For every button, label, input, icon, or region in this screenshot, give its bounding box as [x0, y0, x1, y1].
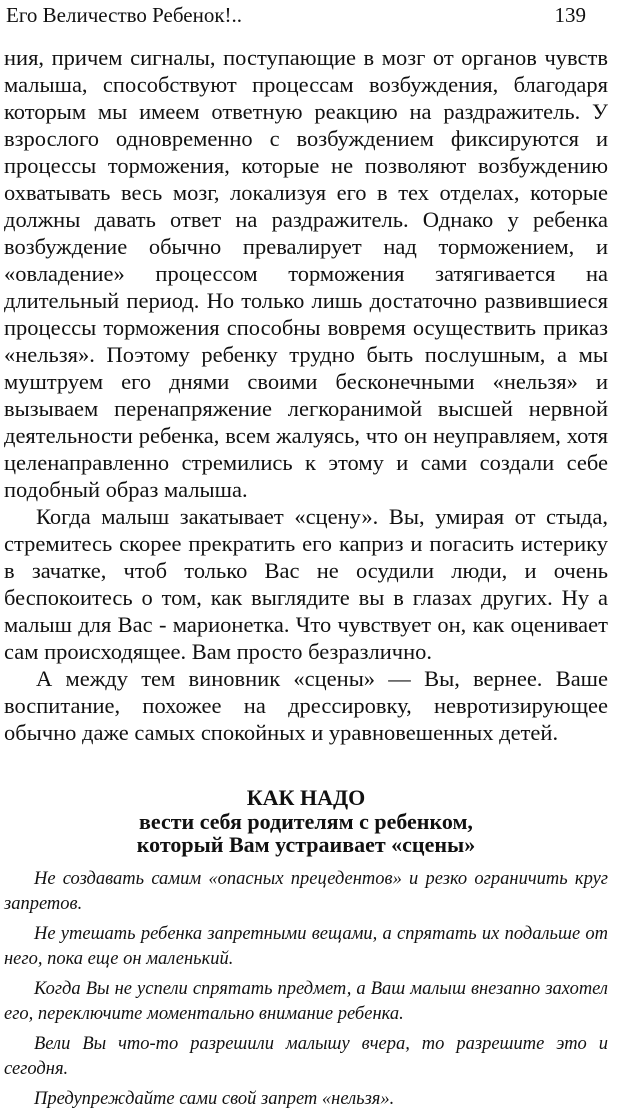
section-heading-line-2: вести себя родителям с ребенком, — [139, 808, 473, 834]
paragraph: А между тем виновник «сцены» — Вы, вернее. Ваше воспитание, похожее на дрессировку, невротизирующее обычно даже самых спокойных и уравновешенных детей. — [4, 666, 608, 745]
rule-item: Предупреждайте сами свой запрет «нельзя». — [34, 1088, 395, 1109]
rules-list — [4, 867, 608, 1112]
rule-item: Не создавать самим «опасных прецедентов» и резко ограничить круг запретов. — [4, 868, 608, 914]
running-header — [4, 0, 608, 44]
rule-item: Вели Вы что-то разрешили малышу вчера, то разрешите это и сегодня. — [4, 1033, 608, 1079]
section-heading-line-3: который Вам устраивает «сцены» — [136, 832, 476, 857]
page-number: 139 — [554, 3, 586, 27]
section-heading-line-1: КАК НАДО — [246, 785, 366, 810]
paragraph-continued: ния, причем сигналы, поступающие в мозг от органов чувств малыша, способствуют процессам возбуждения, благодаря которым мы имеем ответную реакцию на раздражитель. У взрослого одновременно с возбуждением фиксируются и процессы торможения, которые не позволяют возбуждению охватывать весь мозг, локализуя его в тех отделах, которые должны давать ответ на раздражитель. Однако у ребенка возбуждение обычно превалирует над торможением, и «овладение» процессом торможения затягивается на длительный период. Но только лишь достаточно развившиеся процессы торможения способны вовремя осуществить приказ «нельзя». Поэтому ребенку трудно быть послушным, а мы муштруем его днями своими бесконечными «нельзя» и вызываем перенапряжение легкоранимой высшей нервной деятельности ребенка, всем жалуясь, что он неуправляем, хотя целенаправленно стремились к этому и сами создали себе подобный образ малыша. — [4, 45, 608, 502]
paragraph: Когда малыш закатывает «сцену». Вы, умирая от стыда, стремитесь скорее прекратить его каприз и погасить истерику в зачатке, чтоб только Вас не осудили люди, и очень беспокоитесь о том, как выглядите вы в глазах других. Ну а малыш для Вас - марионетка. Что чувствует он, как оценивает сам происходящее. Вам просто безразлично. — [4, 504, 608, 664]
section-heading — [4, 786, 608, 857]
rule-item: Не утешать ребенка запретными вещами, а спрятать их подальше от него, пока еще он маленький. — [4, 923, 608, 969]
running-title: Его Величество Ребенок!.. — [6, 3, 243, 27]
rule-item: Когда Вы не успели спрятать предмет, а Ваш малыш внезапно захотел его, переключите моментально внимание ребенка. — [4, 978, 608, 1024]
body-text — [4, 44, 608, 746]
